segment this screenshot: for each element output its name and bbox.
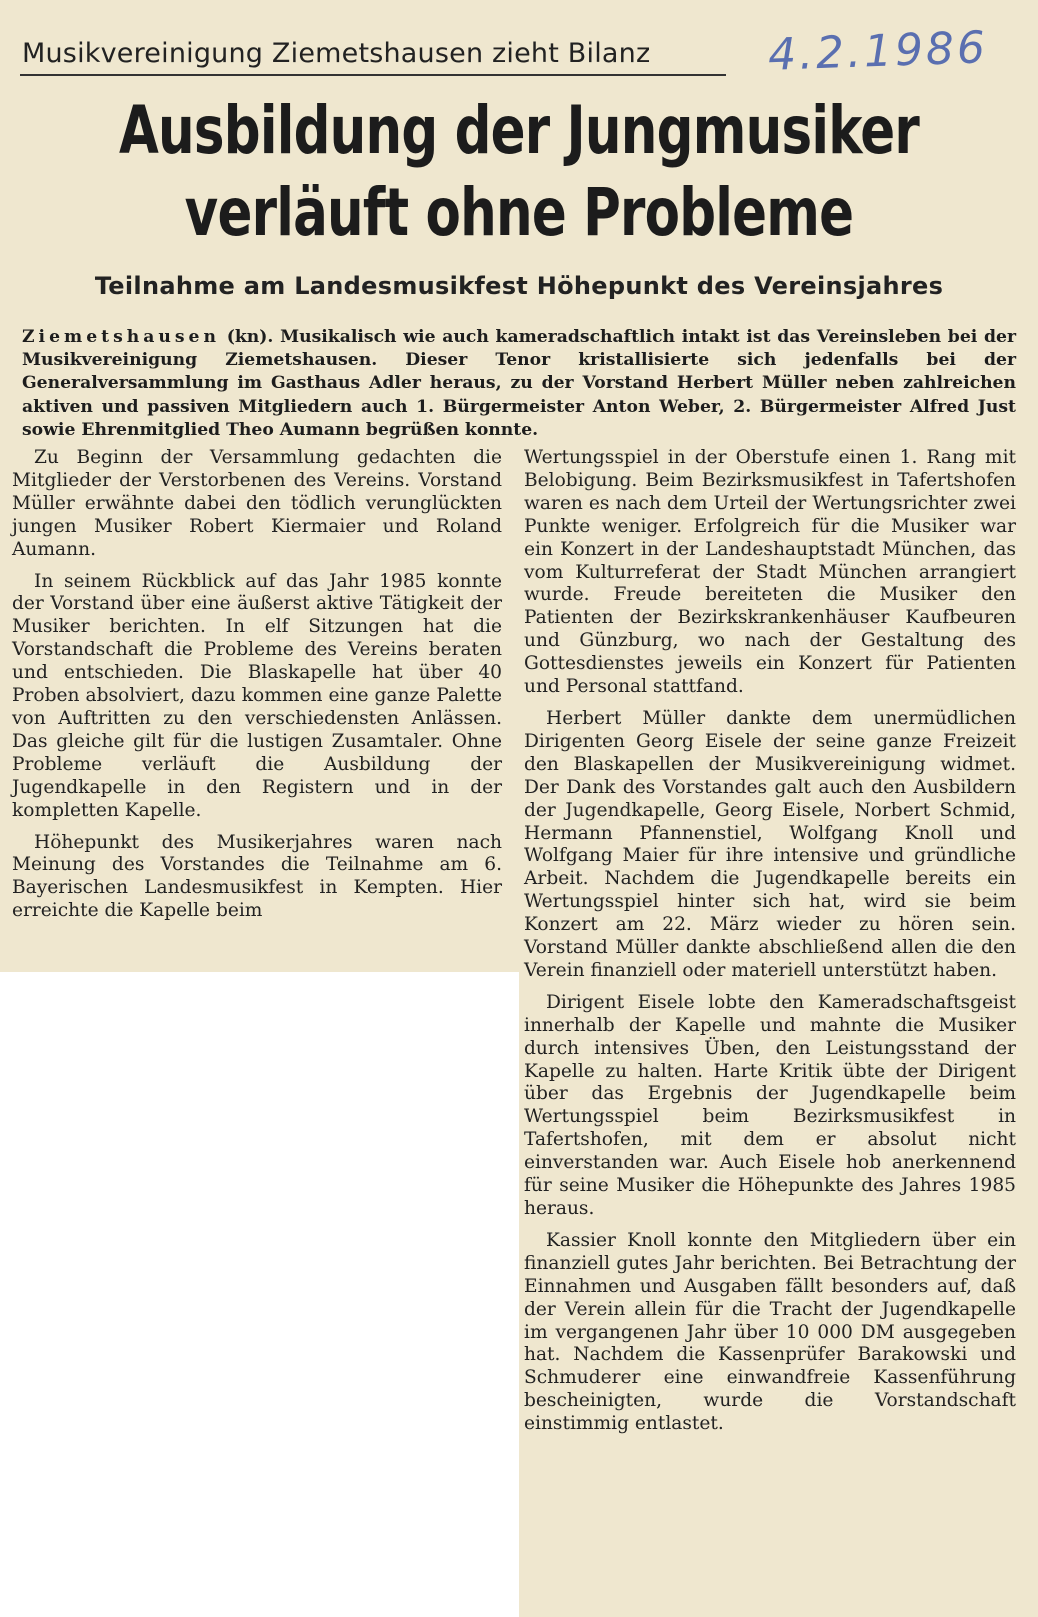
lead-dateline: Ziemetshausen [22, 327, 220, 347]
left-paragraph-2: In seinem Rückblick auf das Jahr 1985 konnte der Vorstand über eine äußerst aktive Tätigkeit der Musiker berichten. In elf Sitzungen hat die Vorstandschaft die Probleme des Vereins beraten und entschieden. Die Blaskapelle hat über 40 Proben absolviert, dazu kommen eine ganze Palette von Auftritten zu den verschiedensten Anlässen. Das gleiche gilt für die lustigen Zusamtaler. Ohne Probleme verläuft die Ausbildung der Jugendkapelle in den Registern und in der kompletten Kapelle. [12, 570, 502, 821]
right-paragraph-1: Herbert Müller dankte dem unermüdlichen Dirigenten Georg Eisele der seine ganze Freizeit den Blaskapellen der Musikvereinigung widmet. Der Dank des Vorstandes galt auch den Ausbildern der Jugendkapelle, Georg Eisele, Norbert Schmid, Hermann Pfannenstiel, Wolfgang Knoll und Wolfgang Maier für ihre intensive und gründliche Arbeit. Nachdem die Jugendkapelle bereits ein Wertungsspiel hinter sich hat, wird sie beim Konzert am 22. März wieder zu hören sein. Vorstand Müller dankte abschließend allen die den Verein finanziell oder materiell unterstützt haben. [524, 707, 1016, 981]
left-paragraph-1: Zu Beginn der Versammlung gedachten die Mitglieder der Verstorbenen des Vereins. Vorstand Müller erwähnte dabei den tödlich verunglückten jungen Musiker Robert Kiermaier und Roland Aumann. [12, 447, 502, 560]
kicker-underline [20, 74, 726, 76]
lead-text: (kn). Musikalisch wie auch kameradschaftlich intakt ist das Vereinsleben bei der Musikvereinigung Ziemetshausen. Dieser Tenor kristallisierte sich jedenfalls bei der Generalversammlung im Gasthaus Adler heraus, zu der Vorstand Herbert Müller neben zahlreichen aktiven und passiven Mitgliedern auch 1. Bürgermeister Anton Weber, 2. Bürgermeister Alfred Just sowie Ehrenmitglied Theo Aumann begrüßen konnte. [22, 327, 1017, 440]
left-column [12, 447, 502, 932]
kicker-line: Musikvereinigung Ziemetshausen zieht Bilanz [22, 38, 651, 69]
right-paragraph-continued: Wertungsspiel in der Oberstufe einen 1. Rang mit Belobigung. Beim Bezirksmusikfest in Tafertshofen waren es nach dem Urteil der Wertungsrichter zwei Punkte weniger. Erfolgreich für die Musiker war ein Konzert in der Landeshauptstadt München, das vom Kulturreferat der Stadt München arrangiert wurde. Freude bereiteten die Musiker den Patienten der Bezirkskrankenhäuser Kaufbeuren und Günzburg, wo nach der Gestaltung des Gottesdienstes jeweils ein Konzert für Patienten und Personal stattfand. [524, 447, 1016, 698]
subheadline: Teilnahme am Landesmusikfest Höhepunkt des Vereinsjahres [94, 272, 944, 300]
headline-line-1: Ausbildung der Jungmusiker [118, 92, 920, 169]
handwritten-date: 4.2.1986 [767, 22, 989, 81]
right-paragraph-2: Dirigent Eisele lobte den Kameradschaftsgeist innerhalb der Kapelle und mahnte die Musiker durch intensives Üben, den Leistungsstand der Kapelle zu halten. Harte Kritik übte der Dirigent über das Ergebnis der Jugendkapelle beim Wertungsspiel beim Bezirksmusikfest in Tafertshofen, mit dem er absolut nicht einverstanden war. Auch Eisele hob anerkennend für seine Musiker die Höhepunkte des Jahres 1985 heraus. [524, 991, 1016, 1219]
lead-paragraph [22, 326, 1016, 442]
headline-line-2: verläuft ohne Probleme [184, 174, 854, 251]
headline [114, 90, 924, 254]
left-paragraph-3: Höhepunkt des Musikerjahres waren nach Meinung des Vorstandes die Teilnahme am 6. Bayerischen Landesmusikfest in Kempten. Hier erreichte die Kapelle beim [12, 831, 502, 922]
right-column [524, 447, 1016, 1445]
right-paragraph-3: Kassier Knoll konnte den Mitgliedern über ein finanziell gutes Jahr berichten. Bei Betrachtung der Einnahmen und Ausgaben fällt besonders auf, daß der Verein allein für die Tracht der Jugendkapelle im vergangenen Jahr über 10 000 DM ausgegeben hat. Nachdem die Kassenprüfer Barakowski und Schmuderer eine einwandfreie Kassenführung bescheinigten, wurde die Vorstandschaft einstimmig entlastet. [524, 1229, 1016, 1435]
